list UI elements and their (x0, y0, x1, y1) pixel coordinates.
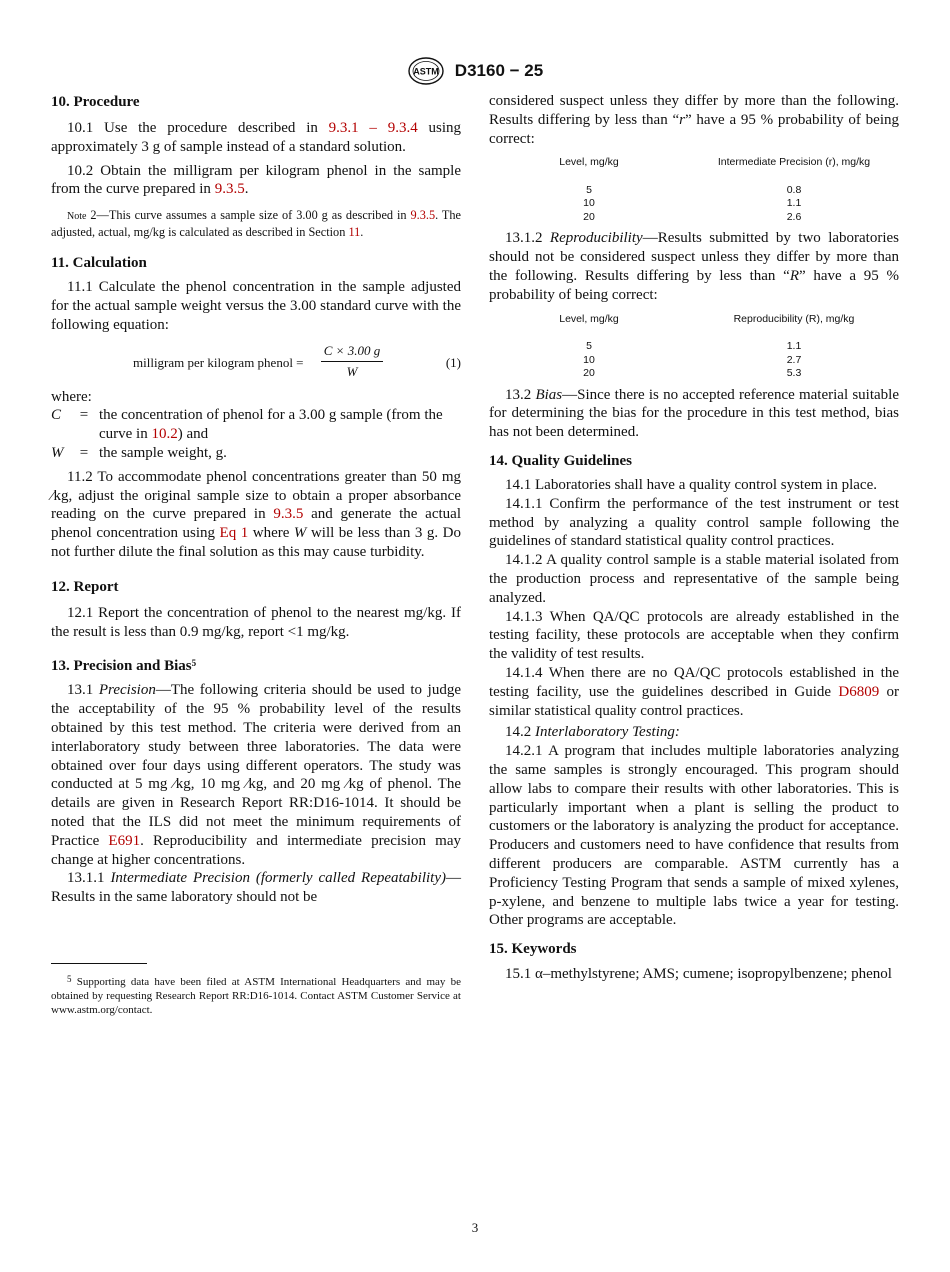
para-14-1-1: 14.1.1 Confirm the performance of the test instrument or test method by analyzing a quality control sample following the guidelines of standard statistical quality control practices. (489, 495, 899, 550)
footnote-rule (51, 963, 147, 964)
link-section-11[interactable]: 11 (348, 224, 361, 239)
equation-numerator: C × 3.00 g (321, 342, 383, 363)
para-14-2: 14.2 Interlaboratory Testing: (505, 724, 680, 741)
link-d6809[interactable]: D6809 (838, 683, 880, 700)
section-13-heading: 13. Precision and Bias$^5$ (51, 658, 197, 675)
page-number: 3 (471, 1220, 479, 1235)
table-row: 20 2.6 (583, 210, 802, 223)
table-intermediate-precision (489, 156, 899, 224)
equation-lhs: milligram per kilogram phenol = (133, 354, 304, 370)
para-14-1-2: 14.1.2 A quality control sample is a stable material isolated from the production process and representative of the sample being analyzed. (489, 552, 899, 606)
section-15-heading: 15. Keywords (489, 941, 577, 958)
right-column (489, 92, 899, 984)
para-13-1-1: 13.1.1 Intermediate Precision (formerly called Repeatability)—Results in the same laboratory should not be (51, 870, 462, 906)
link-9-3-5[interactable]: 9.3.5 (214, 181, 245, 198)
svg-text:ASTM: ASTM (413, 66, 439, 77)
equation-1 (51, 340, 461, 380)
note-2: Note 2—This curve assumes a sample size of 3.00 g as described in 9.3.5. The adjusted, actual, mg/kg is calculated as described in Section 11. (51, 208, 462, 239)
para-14-2-1: 14.2.1 A program that includes multiple laboratories analyzing the same samples is strongly encouraged. This program should allow labs to compare their results with other laboratories. This is particularly important when a plant is selling the product to customers or the laboratory is analyzing the product for acceptance. Producers and customers need to have confidence that results from different producers are comparable. ASTM currently has a Proficiency Testing Program that sends a sample of mixed xylenes, p-xylene, and benzene to multiple labs twice a year for testing. Other programs are acceptable. (489, 743, 899, 929)
definition-w: W = the sample weight, g. (51, 444, 227, 461)
link-e691[interactable]: E691 (108, 832, 141, 849)
link-10-2[interactable]: 10.2 (151, 426, 178, 443)
astm-logo (407, 56, 445, 86)
where-label: where: (51, 388, 92, 405)
para-13-1: 13.1 Precision—The following criteria should be used to judge the acceptability of the 95 % probability level of the results obtained by this test method. The criteria were derived from an interlaboratory study between three laboratories. The data were obtained over four days using different operators. The study was conducted at 5 mg ⁄kg, 10 mg ⁄kg, and 20 mg ⁄kg of phenol. The details are given in Research Report RR:D16-1014. It should be noted that the ILS did not meet the minimum requirements of Practice E691. Reproducibility and intermediate precision may change at higher concentrations. (51, 682, 461, 868)
footnote-5: $^5$ Supporting data have been filed at ASTM International Headquarters and may be obtained by requesting Research Report RR:D16-1014. Contact ASTM Customer Service at www.astm.org/contact. (51, 974, 461, 1017)
para-13-2: 13.2 Bias—Since there is no accepted reference material suitable for determining the bias for the procedure in this test method, bias has not been determined. (489, 386, 899, 441)
para-11-1: 11.1 Calculate the phenol concentration in the sample adjusted for the actual sample weight versus the 3.00 standard curve with the following equation: (51, 279, 461, 333)
para-14-1-3: 14.1.3 When QA/QC protocols are already established in the testing facility, these protocols are acceptable when they confirm the validity of test results. (489, 608, 899, 663)
left-column (51, 92, 461, 907)
table-row: 10 2.7 (583, 353, 802, 366)
section-10-heading: 10. Procedure (51, 94, 140, 110)
para-14-1-4: 14.1.4 When there are no QA/QC protocols established in the testing facility, use the guidelines described in Guide D6809 or similar statistical quality control practices. (489, 664, 900, 719)
equation-denominator: W (346, 364, 358, 380)
equation-number: (1) (445, 354, 461, 370)
page-header (0, 56, 950, 86)
table-row: 5 1.1 (586, 340, 802, 353)
table-row: 10 1.1 (583, 197, 802, 210)
table-header-row: Level, mg/kg Reproducibility (R), mg/kg (559, 312, 855, 325)
para-12-1: 12.1 Report the concentration of phenol to the nearest mg/kg. If the result is less than 0.9 mg/kg, report <1 mg/kg. (51, 604, 461, 640)
section-14-heading: 14. Quality Guidelines (489, 452, 632, 469)
link-9-3-1[interactable]: 9.3.1 – 9.3.4 (328, 120, 418, 136)
para-13-1-1-continued: considered suspect unless they differ by more than the following. Results differing by less than “r” have a 95 % probability of being correct: (489, 93, 899, 147)
table-row: 20 5.3 (583, 367, 802, 380)
standard-designation: D3160 − 25 (454, 61, 544, 80)
link-9-3-5-note[interactable]: 9.3.5 (410, 208, 436, 223)
link-eq-1[interactable]: Eq 1 (219, 525, 249, 542)
equation-fraction (321, 342, 383, 383)
para-13-1-2: 13.1.2 Reproducibility—Results submitted by two laboratories should not be considered suspect unless they differ by more than the following. Results differing by less than “R” have a 95 % probability of being correct: (489, 230, 900, 303)
section-11-heading: 11. Calculation (51, 255, 147, 272)
table-header-row: Level, mg/kg Intermediate Precision (r), mg/kg (559, 156, 871, 169)
para-11-2: 11.2 To accommodate phenol concentrations greater than 50 mg ⁄kg, adjust the original sample size to obtain a proper absorbance reading on the curve prepared in 9.3.5 and generate the actual phenol concentration using Eq 1 where W will be less than 3 g. Do not further dilute the final solution as this may cause turbidity. (51, 468, 461, 560)
table-row: 5 0.8 (586, 183, 802, 196)
table-reproducibility (489, 313, 899, 381)
para-15-1: 15.1 α–methylstyrene; AMS; cumene; isopropylbenzene; phenol (505, 966, 892, 983)
link-9-3-5-calc[interactable]: 9.3.5 (273, 506, 304, 523)
definition-c: C = the concentration of phenol for a 3.00 g sample (from the curve in 10.2) and (51, 407, 443, 443)
para-10-1: 10.1 Use the procedure described in 9.3.1 – 9.3.4 using approximately 3 g of sample instead of a standard solution. (51, 120, 461, 155)
para-10-2: 10.2 Obtain the milligram per kilogram phenol in the sample from the curve prepared in 9.3.5. (51, 162, 461, 198)
section-12-heading: 12. Report (51, 578, 119, 595)
para-14-1: 14.1 Laboratories shall have a quality control system in place. (505, 476, 877, 493)
